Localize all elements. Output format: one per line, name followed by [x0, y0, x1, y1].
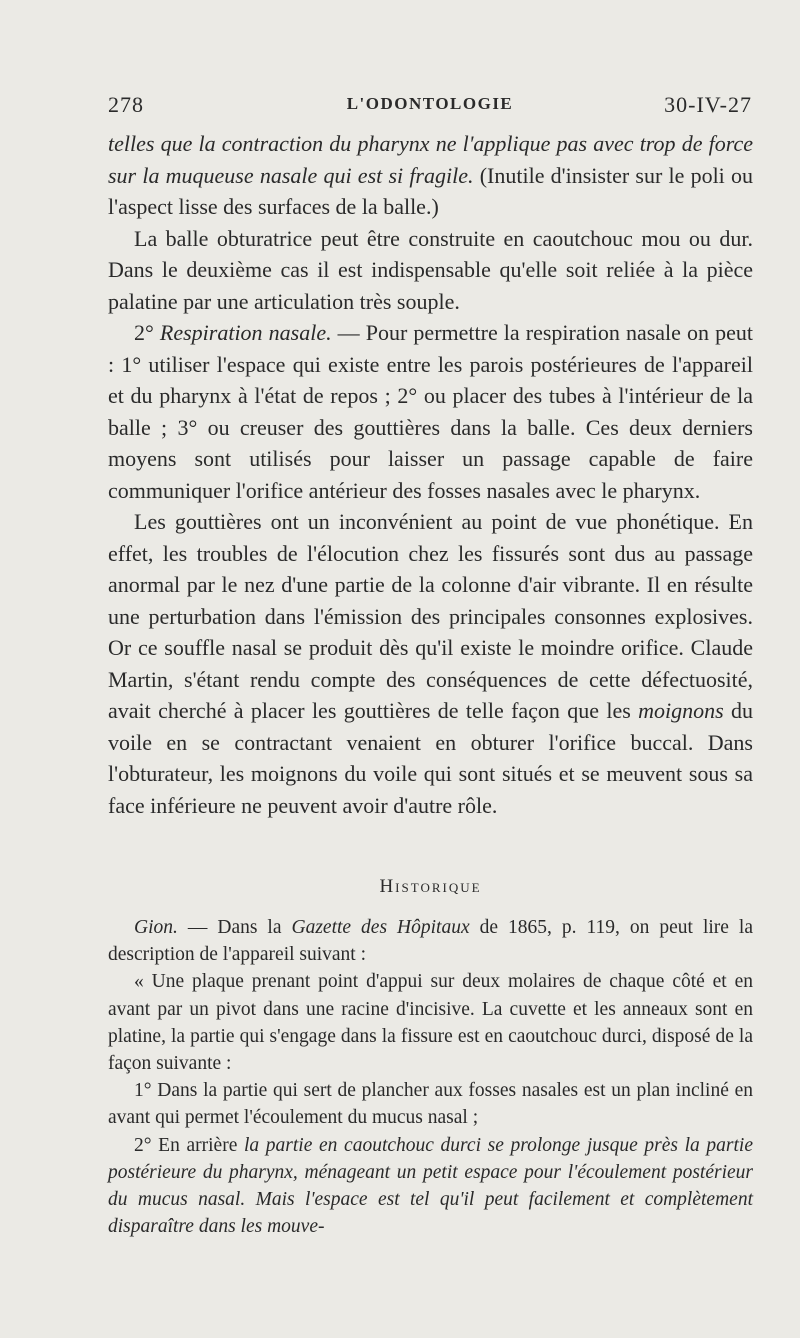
- paragraph: [108, 1132, 753, 1241]
- paragraph-text: — Dans la: [177, 917, 292, 938]
- italic-text: Gion.: [134, 917, 178, 938]
- italic-text: moignons: [638, 698, 724, 723]
- paragraph-text: — Pour permettre la respiration nasale on peut : 1° utiliser l'espace qui existe entre les parois postérieures de l'appareil et du pharynx à l'état de repos ; 2° ou placer des tubes à l'intérieur de la balle ; 3° ou creuser des gouttières dans la balle. Ces deux derniers moyens sont utilisés pour laisser un passage capable de faire communiquer l'orifice antérieur des fosses nasales avec le pharynx.: [108, 320, 753, 503]
- journal-title: L'ODONTOLOGIE: [346, 94, 514, 113]
- paragraph: [108, 506, 753, 821]
- running-header: [108, 92, 752, 126]
- history-text: [108, 914, 753, 1240]
- section-heading: Historique: [379, 876, 482, 897]
- paragraph: La balle obturatrice peut être construite en caoutchouc mou ou dur. Dans le deuxième cas il est indispensable qu'elle soit reliée à la pièce palatine par une articulation très souple.: [108, 225, 753, 314]
- paragraph-text: 2°: [134, 320, 160, 345]
- paragraph: « Une plaque prenant point d'appui sur deux molaires de chaque côté et en avant par un pivot dans une racine d'incisive. La cuvette et les anneaux sont en platine, la partie qui s'engage dans la fissure est en caoutchouc durci, disposé de la façon suivante :: [108, 971, 753, 1075]
- paragraph-text: de 1865, p. 119, on peut lire la description de l'appareil suivant :: [108, 917, 753, 966]
- italic-text: la partie en caoutchouc durci se prolonge jusque près la partie postérieure du pharynx, ménageant un petit espace pour l'écoulement postérieur du mucus nasal. Mais l'espace est tel qu'il peut facilement et complètement disparaître dans les mouve-: [108, 1134, 753, 1238]
- issue-date: 30-IV-27: [664, 92, 752, 117]
- italic-text: Gazette des Hôpitaux: [291, 917, 470, 938]
- paragraph: [108, 128, 753, 223]
- paragraph-text: du voile en se contractant venaient en obturer l'orifice buccal. Dans l'obturateur, les moignons du voile qui sont situés et se meuvent sous sa face inférieure ne peuvent avoir d'autre rôle.: [108, 698, 753, 818]
- main-text: [108, 128, 753, 821]
- paragraph-text: 2° En arrière: [134, 1134, 244, 1156]
- paragraph-text: (Inutile d'insister sur le poli ou l'aspect lisse des surfaces de la balle.): [108, 162, 753, 219]
- paragraph-text: Les gouttières ont un inconvénient au point de vue phonétique. En effet, les troubles de l'élocution chez les fissurés sont dus au passage anormal par le nez d'une partie de la colonne d'air vibrante. Il en résulte une perturbation dans l'émission des principales consonnes explosives. Or ce souffle nasal se produit dès qu'il existe le moindre orifice. Claude Martin, s'étant rendu compte des conséquences de cette défectuosité, avait cherché à placer les gouttières de telle façon que les: [108, 509, 753, 723]
- paragraph: [108, 317, 753, 506]
- paragraph: [108, 914, 753, 968]
- page-number: 278: [108, 92, 144, 117]
- paragraph: 1° Dans la partie qui sert de plancher aux fosses nasales est un plan incliné en avant qui permet l'écoulement du mucus nasal ;: [108, 1080, 753, 1129]
- italic-text: Respiration nasale.: [159, 320, 332, 345]
- italic-text: telles que la contraction du pharynx ne l'applique pas avec trop de force sur la muqueuse nasale qui est si fragile.: [108, 131, 753, 188]
